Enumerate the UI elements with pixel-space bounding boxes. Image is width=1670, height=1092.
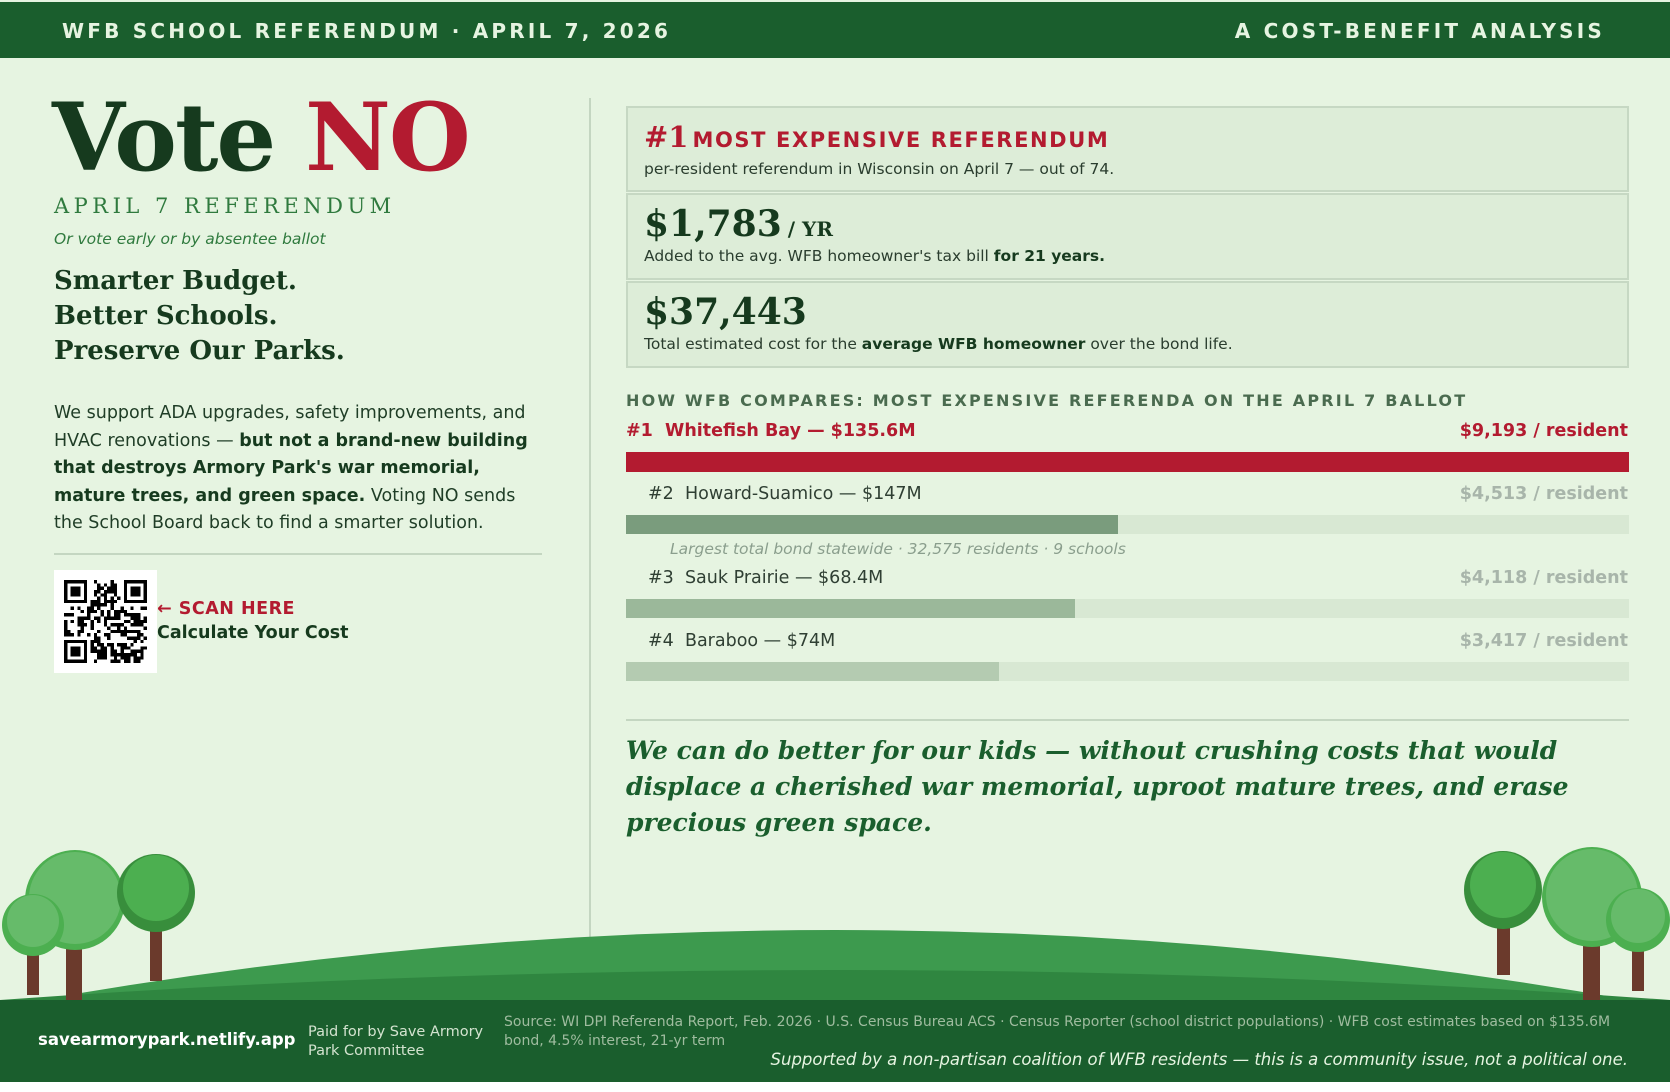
early-vote-note: Or vote early or by absentee ballot [54,230,326,248]
position-emphasis: but not a brand-new building that destroys Armory Park's war memorial, mature trees, and green space. [54,430,528,506]
rank-card [626,106,1629,192]
comparison-bar-track [626,662,1629,681]
paid-for-disclaimer: Paid for by Save Armory Park Committee [308,1024,484,1059]
comparison-bar-track [626,452,1629,472]
total-cost-card [626,281,1629,368]
divider [626,719,1629,721]
comparison-row-value: $9,193 / resident [1459,421,1628,441]
comparison-bar [626,452,1629,472]
referendum-date: APRIL 7 REFERENDUM [54,194,396,218]
comparison-note: Largest total bond statewide · 32,575 residents · 9 schools [670,540,1126,558]
tagline-line: Better Schools. [54,301,278,331]
vote-no-headline [52,84,469,192]
footer [0,1000,1670,1082]
tree-icon [117,854,195,981]
banner-title: WFB SCHOOL REFERENDUM · APRIL 7, 2026 [62,19,672,43]
tree-icon [1464,851,1542,975]
comparison-bar-track [626,599,1629,618]
rank-heading [644,120,1109,154]
comparison-row-label: #3 Sauk Prairie — $68.4M [648,568,884,588]
rank-label: MOST EXPENSIVE REFERENDUM [692,128,1110,152]
closing-quote: We can do better for our kids — without crushing costs that would displace a cherished war memorial, uproot mature trees, and erase precious green space. [626,736,1569,837]
column-divider [589,98,591,938]
rank-detail: per-resident referendum in Wisconsin on April 7 — out of 74. [644,160,1115,178]
tagline-line: Smarter Budget. [54,266,297,296]
position-statement: We support ADA upgrades, safety improvements, and HVAC renovations — but not a brand-new building that destroys Armory Park's war memorial, mature trees, and green space. Voting NO sends the School Board back to find a smarter solution. [54,403,528,533]
coalition-statement: Supported by a non-partisan coalition of WFB residents — this is a community issue, not a political one. [770,1050,1628,1069]
tagline-line: Preserve Our Parks. [54,336,345,366]
comparison-row-value: $3,417 / resident [1459,631,1628,651]
comparison-row-label: #1 Whitefish Bay — $135.6M [626,421,916,441]
comparison-bar-track [626,515,1629,534]
headline-no: NO [304,83,469,193]
website-link[interactable]: savearmorypark.netlify.app [38,1030,296,1049]
comparison-bar [626,599,1075,618]
sources-note: Source: WI DPI Referenda Report, Feb. 2026 · U.S. Census Bureau ACS · Census Reporter (school district populations) · WFB cost estimates based on $135.6M bond, 4.5% interest, 21-yr term [504,1014,1611,1049]
comparison-row-label: #2 Howard-Suamico — $147M [648,484,922,504]
tree-icon [1606,888,1670,991]
comparison-row-value: $4,513 / resident [1459,484,1628,504]
annual-cost-value: $1,783 / YR [644,203,833,245]
comparison-bar [626,515,1118,534]
qr-code-image [64,580,147,663]
total-cost-value: $37,443 [644,291,807,333]
annual-cost-card [626,193,1629,280]
comparison-bar [626,662,999,681]
comparison-title: HOW WFB COMPARES: MOST EXPENSIVE REFERENDA ON THE APRIL 7 BALLOT [626,391,1468,410]
total-cost-detail: Total estimated cost for the average WFB homeowner over the bond life. [644,335,1233,353]
comparison-row-value: $4,118 / resident [1459,568,1628,588]
top-banner [0,0,1670,58]
headline-vote: Vote [52,83,275,193]
tree-icon [2,894,64,995]
annual-cost-unit: / YR [787,217,833,241]
rank-number: #1 [644,120,689,154]
tagline [54,264,345,369]
calculate-cost-label: Calculate Your Cost [157,623,349,643]
annual-cost-detail: Added to the avg. WFB homeowner's tax bill for 21 years. [644,247,1106,265]
comparison-row-label: #4 Baraboo — $74M [648,631,836,651]
scan-here-label: ← SCAN HERE [157,599,296,619]
banner-subtitle: A COST-BENEFIT ANALYSIS [1234,19,1605,43]
hill-illustration [0,930,1670,1000]
park-landscape-illustration [0,820,1670,1010]
divider [54,553,542,555]
qr-code[interactable] [54,570,157,673]
